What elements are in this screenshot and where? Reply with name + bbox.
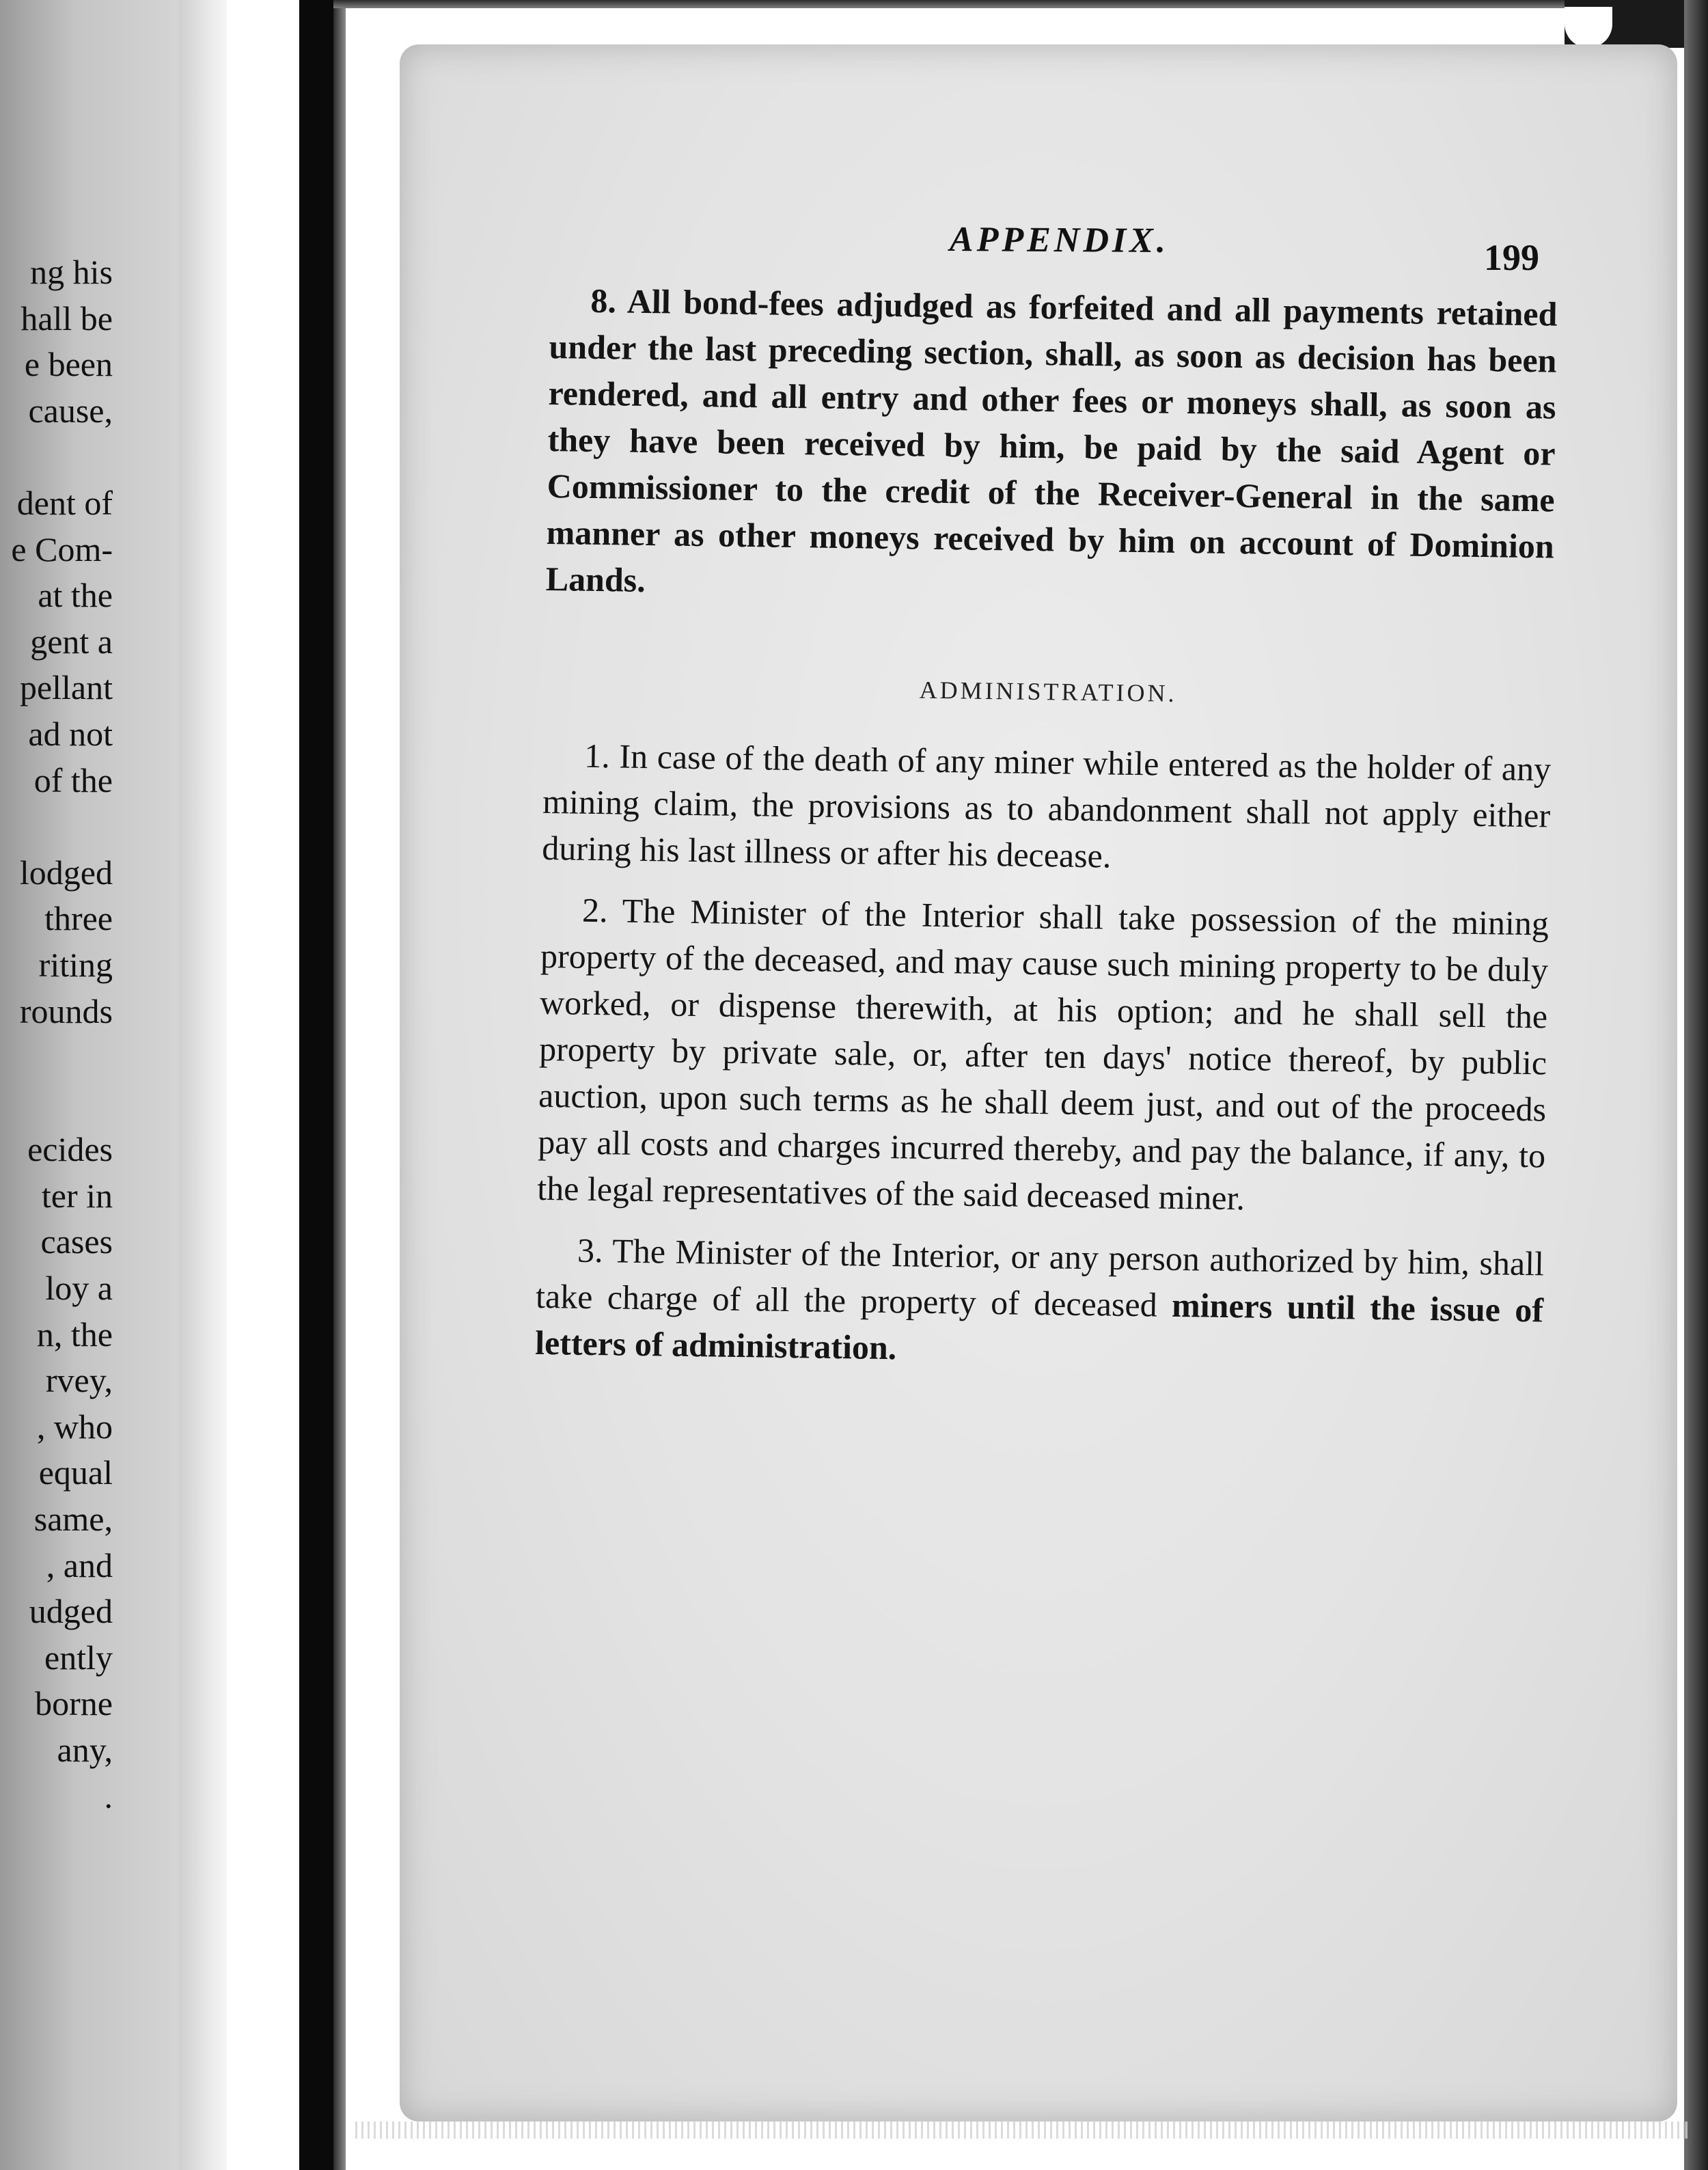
facing-page-line: equal	[38, 1453, 113, 1492]
facing-page-line: , and	[46, 1546, 113, 1584]
facing-page-line: dent of	[16, 483, 113, 522]
facing-page-line: ter in	[41, 1176, 113, 1215]
facing-page-line: hall be	[20, 299, 113, 338]
facing-page-line: rvey,	[45, 1361, 113, 1400]
binding-spine	[299, 0, 333, 2170]
body-text	[535, 277, 1558, 1379]
top-page-edge	[333, 0, 1708, 8]
running-head: APPENDIX.	[949, 220, 1170, 260]
facing-page-line	[0, 434, 113, 480]
facing-page-line: e been	[24, 345, 113, 384]
section-8-paragraph: 8. All bond-fees adjudged as forfeited and all payments retained under the last preceding section, shall, as soon as decision has been rendered, and all entry and other fees or moneys shall, as soon as they have been received by him, be paid by the said Agent or Commissioner to the credit of the Receiver-General in the same manner as other moneys received by him on account of Dominion Lands.	[545, 281, 1558, 599]
facing-page-line: of the	[33, 760, 113, 799]
binding-shadow	[333, 0, 346, 2170]
facing-page-line: n, the	[36, 1315, 113, 1354]
administration-paragraph-3	[535, 1226, 1545, 1380]
administration-paragraph-3-start: 3. The Minister of the Interior, or any person authorized by him, shall take charge of all the property of deceased	[535, 1231, 1545, 1324]
facing-page-line: udged	[29, 1592, 113, 1631]
facing-page-line	[0, 804, 113, 850]
facing-page-line: gent a	[30, 622, 113, 661]
facing-page-line: riting	[38, 945, 113, 984]
facing-page-line: lodged	[19, 853, 113, 892]
section-heading-administration: ADMINISTRATION.	[919, 676, 1177, 707]
facing-page-line: rounds	[19, 991, 113, 1030]
facing-page-line: any,	[57, 1731, 113, 1769]
administration-paragraph-3-end: miners until the issue of letters of administration.	[534, 1285, 1544, 1367]
facing-page-line: .	[104, 1776, 113, 1815]
facing-page-line	[0, 1081, 113, 1127]
facing-page-line: loy a	[45, 1269, 113, 1308]
page-number: 199	[1484, 237, 1539, 278]
right-page-edge	[1684, 0, 1708, 2170]
facing-page-line: three	[44, 899, 113, 938]
facing-page-line: at the	[38, 576, 113, 615]
facing-page-line: ecides	[27, 1130, 113, 1169]
bottom-edge-noise	[355, 2121, 1688, 2139]
facing-page-fold	[179, 0, 227, 2170]
facing-page-line: pellant	[19, 668, 113, 707]
facing-page-line: , who	[36, 1407, 113, 1446]
facing-page-line: ently	[44, 1638, 113, 1677]
facing-page-line: ad not	[28, 714, 113, 753]
facing-page-text-fragments	[0, 249, 113, 1819]
facing-page-line	[0, 1034, 113, 1081]
facing-page-line: ng his	[30, 253, 113, 291]
administration-paragraph-1: 1. In case of the death of any miner while entered as the holder of any mining claim, the provisions as to abandonment shall not apply either during his last illness or after his decease.	[541, 736, 1552, 875]
facing-page-line: cases	[40, 1222, 113, 1261]
facing-page-line: e Com-	[11, 530, 113, 568]
facing-page-line: borne	[35, 1684, 113, 1723]
administration-paragraph-2: 2. The Minister of the Interior shall take possession of the mining property of the deceased, and may cause such mining property to be duly worked, or dispense therewith, at his option; and he shall sell the property by private sale, or, after ten days' notice thereof, by public auction, upon such terms as he shall deem just, and out of the proceeds pay all costs and charges incurred thereby, and pay the balance, if any, to the legal representatives of the said deceased miner.	[536, 890, 1549, 1218]
facing-page-line: same,	[33, 1500, 113, 1539]
facing-page-line: cause,	[28, 391, 113, 430]
